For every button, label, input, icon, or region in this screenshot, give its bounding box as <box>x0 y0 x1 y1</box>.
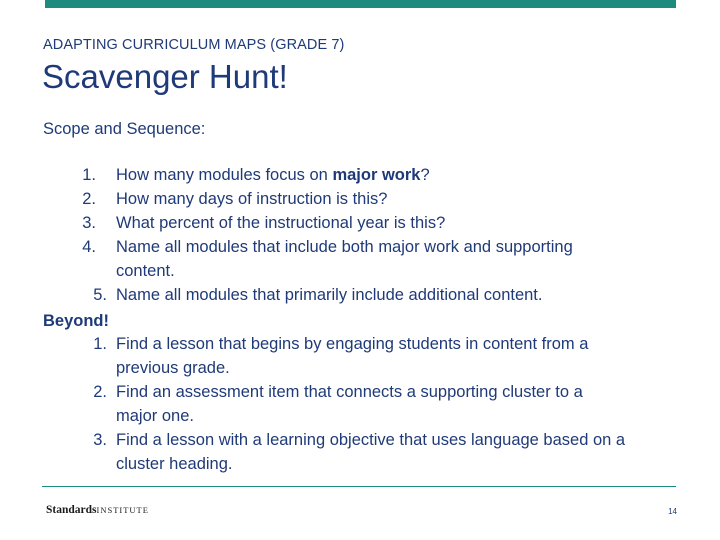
list-text: What percent of the instructional year is this? <box>116 214 446 232</box>
list-number: 5. <box>93 286 107 304</box>
page-number: 14 <box>668 507 677 516</box>
slide-eyebrow: ADAPTING CURRICULUM MAPS (GRADE 7) <box>43 37 345 53</box>
list-text-bold: major work <box>332 166 421 184</box>
list-text: Name all modules that include both major work and supporting <box>116 238 573 256</box>
beyond-heading: Beyond! <box>43 312 109 330</box>
list-number: 3. <box>93 431 107 449</box>
list-number: 2. <box>82 190 96 208</box>
list-text <box>116 166 430 185</box>
list-text: How many days of instruction is this? <box>116 190 388 208</box>
list-text: Find an assessment item that connects a supporting cluster to a <box>116 383 583 401</box>
list-number: 1. <box>82 166 96 184</box>
top-accent-bar <box>45 0 676 8</box>
logo-sub-text: INSTITUTE <box>96 505 149 515</box>
list-number: 4. <box>82 238 96 256</box>
scope-heading: Scope and Sequence: <box>43 120 206 138</box>
list-number: 2. <box>93 383 107 401</box>
logo-main-text: Standards <box>46 504 97 516</box>
standards-institute-logo <box>46 504 149 516</box>
list-text: Find a lesson that begins by engaging students in content from a <box>116 335 589 353</box>
slide-title: Scavenger Hunt! <box>42 58 288 95</box>
list-number: 1. <box>93 335 107 353</box>
list-text-post: ? <box>420 166 430 184</box>
list-text-continued: cluster heading. <box>116 455 233 473</box>
list-text-continued: previous grade. <box>116 359 230 377</box>
footer-divider <box>42 486 676 487</box>
list-number: 3. <box>82 214 96 232</box>
list-text-continued: major one. <box>116 407 194 425</box>
list-text: Name all modules that primarily include additional content. <box>116 286 543 304</box>
list-text-pre: How many modules focus on <box>116 166 333 184</box>
list-text: Find a lesson with a learning objective that uses language based on a <box>116 431 626 449</box>
list-text-continued: content. <box>116 262 175 280</box>
